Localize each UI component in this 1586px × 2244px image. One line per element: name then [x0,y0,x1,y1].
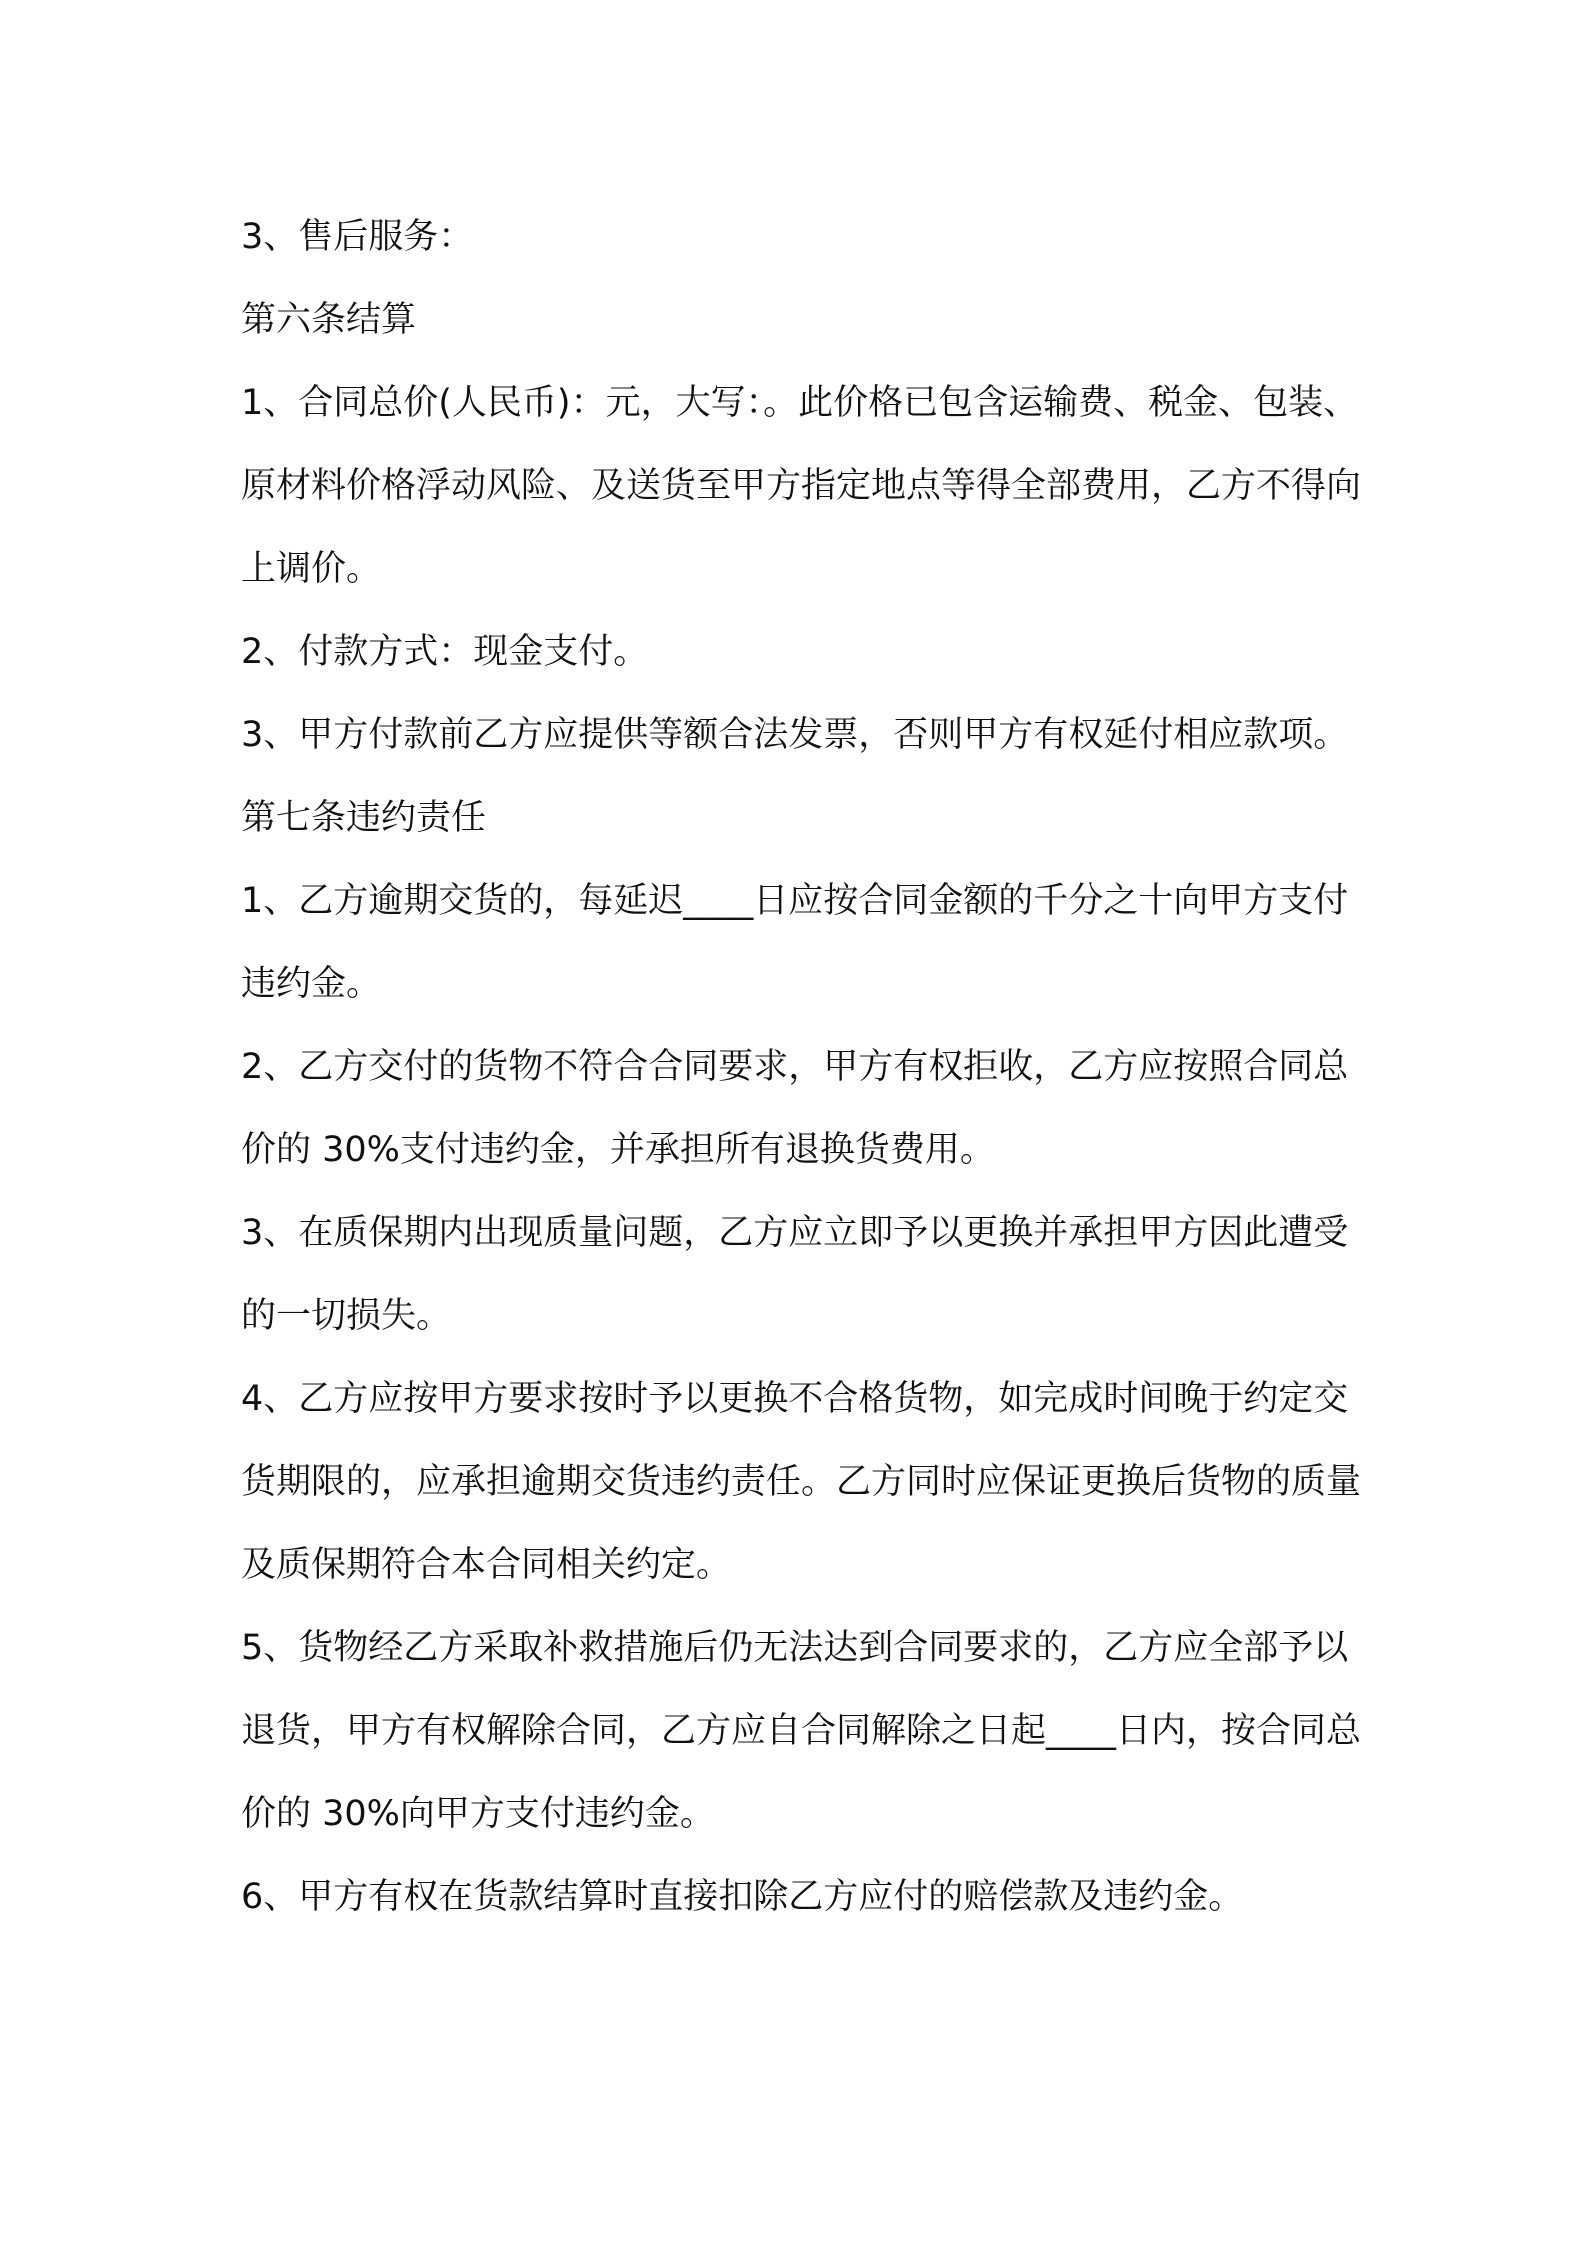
clause-warranty-quality: 3、在质保期内出现质量问题，乙方应立即予以更换并承担甲方因此遭受的一切损失。 [241,1213,1349,1336]
clause-total-price: 1、合同总价(人民币)：元，大写：。此价格已包含运输费、税金、包装、原材料价格浮动风险、及送货至甲方指定地点等得全部费用，乙方不得向上调价。 [241,383,1362,589]
clause-nonconforming-goods: 2、乙方交付的货物不符合合同要求，甲方有权拒收，乙方应按照合同总价的 30%支付违约金，并承担所有退换货费用。 [241,1047,1349,1170]
clause-late-delivery: 1、乙方逾期交货的，每延迟____日应按合同金额的千分之十向甲方支付违约金。 [241,881,1349,1004]
document-body [241,196,1365,1939]
clause-deduction: 6、甲方有权在货款结算时直接扣除乙方应付的赔偿款及违约金。 [241,1877,1244,1917]
clause-invoice: 3、甲方付款前乙方应提供等额合法发票，否则甲方有权延付相应款项。 [241,715,1349,755]
clause-return-termination: 5、货物经乙方采取补救措施后仍无法达到合同要求的，乙方应全部予以退货，甲方有权解除合同，乙方应自合同解除之日起____日内，按合同总价的 30%向甲方支付违约金。 [241,1628,1362,1834]
clause-replacement: 4、乙方应按甲方要求按时予以更换不合格货物，如完成时间晚于约定交货期限的，应承担逾期交货违约责任。乙方同时应保证更换后货物的质量及质保期符合本合同相关约定。 [241,1379,1362,1585]
heading-article-7-liability: 第七条违约责任 [241,798,487,838]
heading-article-6-settlement: 第六条结算 [241,300,417,340]
clause-after-sales-service: 3、售后服务： [241,217,474,257]
clause-payment-method: 2、付款方式：现金支付。 [241,632,649,672]
